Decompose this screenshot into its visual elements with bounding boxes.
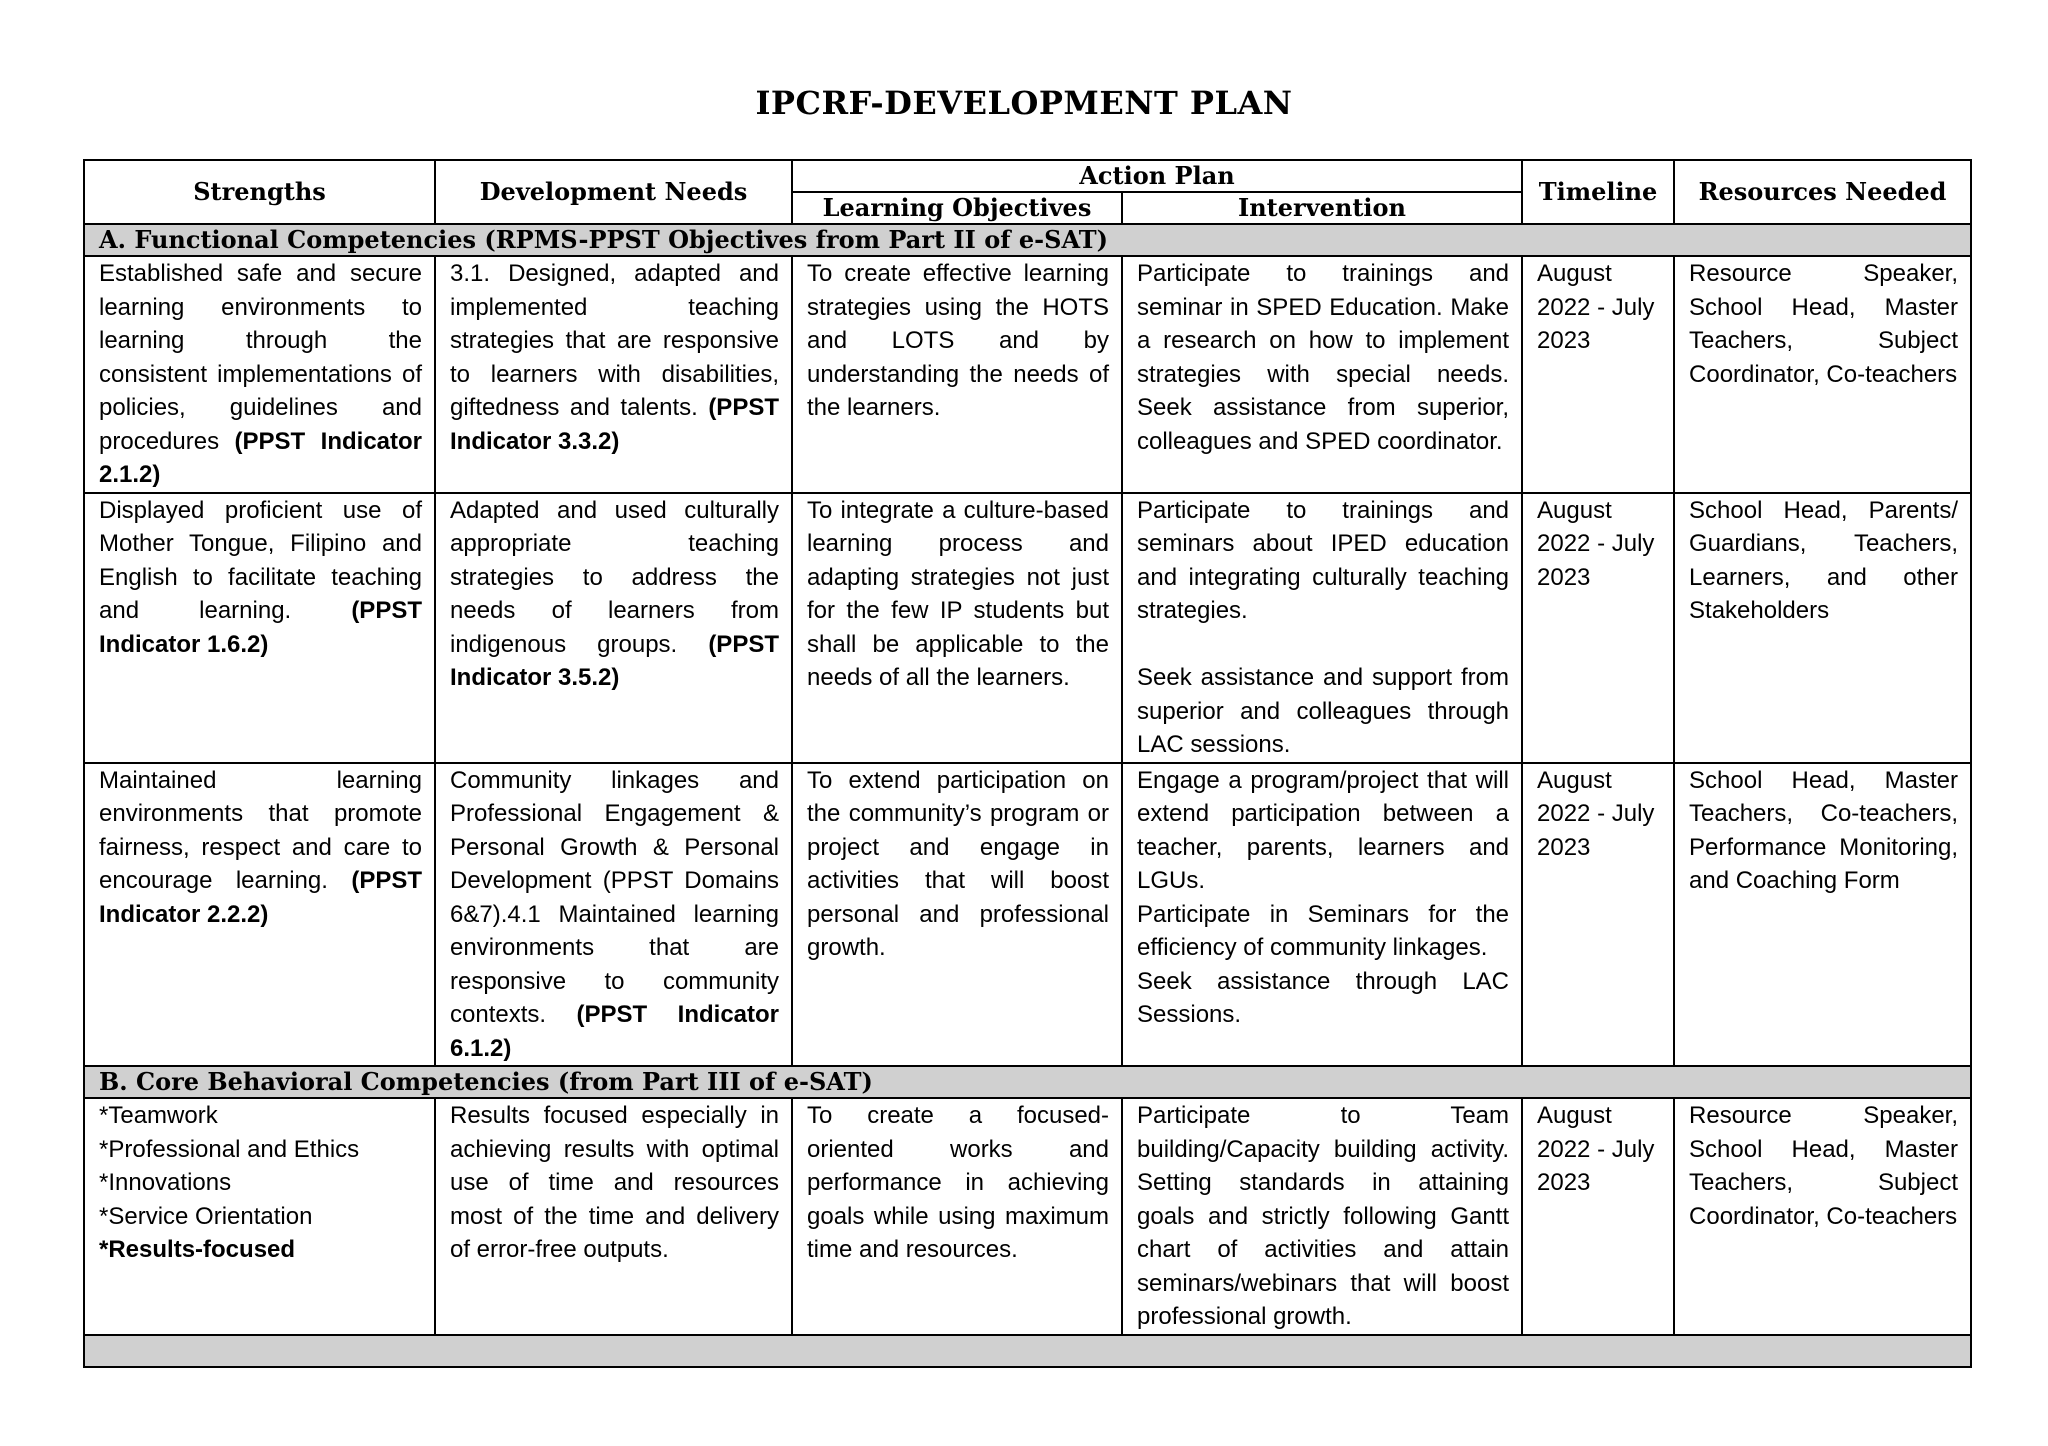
development-need-cell: Results focused especially in achieving results with optimal use of time and resources most of the time and delivery of error-free outputs. (435, 1098, 792, 1335)
strength-indicator: (PPST Indicator 1.6.2) (99, 597, 422, 658)
intervention-cell: Participate to Team building/Capacity building activity. Setting standards in attaining goals and strictly following Gantt chart of activities and attain seminars/webinars that will boost professional growth. (1122, 1098, 1522, 1335)
header-resources-needed: Resources Needed (1674, 160, 1971, 224)
resources-cell: School Head, Master Teachers, Co-teachers, Performance Monitoring, and Coaching Form (1674, 763, 1971, 1067)
strength-list-item-bold: *Results-focused (99, 1236, 296, 1263)
intervention-paragraph: Participate to trainings and seminars about IPED education and integrating culturally teaching strategies. (1137, 496, 1510, 624)
strength-cell (84, 256, 435, 493)
development-need-text: Adapted and used culturally appropriate teaching strategies to address the needs of learners from indigenous groups. (450, 496, 779, 658)
section-b-row (84, 1066, 1971, 1098)
timeline-cell: August 2022 - July 2023 (1522, 763, 1674, 1067)
header-intervention: Intervention (1122, 192, 1522, 224)
intervention-paragraph: Seek assistance through LAC Sessions. (1137, 967, 1510, 1028)
timeline-cell: August 2022 - July 2023 (1522, 493, 1674, 763)
header-timeline: Timeline (1522, 160, 1674, 224)
strength-cell (84, 1098, 435, 1335)
development-need-text: 3.1. Designed, adapted and implemented teaching strategies that are responsive to learners with disabilities, giftedness and talents. (450, 260, 779, 421)
header-development-needs: Development Needs (435, 160, 792, 224)
strength-list-item: *Innovations (99, 1169, 232, 1196)
strength-cell (84, 763, 435, 1067)
section-b-title: B. Core Behavioral Competencies (from Part III of e-SAT) (84, 1066, 1971, 1098)
intervention-paragraph: Engage a program/project that will extend participation between a teacher, parents, learners and LGUs. (1137, 766, 1510, 894)
strength-text: Established safe and secure learning environments to learning through the consistent implementations of policies, guidelines and procedures (99, 260, 422, 455)
development-need-cell (435, 763, 792, 1067)
header-strengths: Strengths (84, 160, 435, 224)
strength-cell (84, 493, 435, 763)
timeline-cell: August 2022 - July 2023 (1522, 256, 1674, 493)
development-need-indicator: (PPST Indicator 6.1.2) (450, 1001, 779, 1062)
strength-text: Maintained learning environments that promote fairness, respect and care to encourage learning. (99, 766, 422, 894)
development-need-cell (435, 256, 792, 493)
development-need-text: Community linkages and Professional Engagement & Personal Growth & Personal Development (PPST Domains 6&7).4.1 Maintained learning environments that are responsive to community contexts. (450, 766, 779, 1028)
document-title: IPCRF-DEVELOPMENT PLAN (755, 84, 1293, 122)
intervention-cell (1122, 493, 1522, 763)
header-learning-objectives: Learning Objectives (792, 192, 1122, 224)
section-a-row (84, 224, 1971, 256)
section-a-title: A. Functional Competencies (RPMS-PPST Objectives from Part II of e-SAT) (84, 224, 1971, 256)
development-need-cell (435, 493, 792, 763)
learning-objective-cell: To create effective learning strategies using the HOTS and LOTS and by understanding the needs of the learners. (792, 256, 1122, 493)
development-need-indicator: (PPST Indicator 3.3.2) (450, 394, 779, 455)
table-row (84, 256, 1971, 493)
strength-text: Displayed proficient use of Mother Tongue, Filipino and English to facilitate teaching and learning. (99, 496, 422, 624)
strength-indicator: (PPST Indicator 2.1.2) (99, 427, 422, 488)
development-plan-table (83, 159, 1972, 1368)
learning-objective-cell: To extend participation on the community’s program or project and engage in activities that will boost personal and professional growth. (792, 763, 1122, 1067)
intervention-paragraph: Participate in Seminars for the efficiency of community linkages. (1137, 900, 1510, 961)
table-row (84, 763, 1971, 1067)
development-need-indicator: (PPST Indicator 3.5.2) (450, 630, 779, 691)
resources-cell: School Head, Parents/ Guardians, Teachers, Learners, and other Stakeholders (1674, 493, 1971, 763)
intervention-cell (1122, 763, 1522, 1067)
learning-objective-cell: To create a focused-oriented works and performance in achieving goals while using maximum time and resources. (792, 1098, 1122, 1335)
resources-cell: Resource Speaker, School Head, Master Teachers, Subject Coordinator, Co-teachers (1674, 1098, 1971, 1335)
timeline-cell: August 2022 - July 2023 (1522, 1098, 1674, 1335)
table-row (84, 493, 1971, 763)
strength-list-item: *Professional and Ethics (99, 1135, 360, 1163)
paragraph-gap (1137, 628, 1509, 662)
strength-list-item: *Service Orientation (99, 1202, 313, 1230)
resources-cell: Resource Speaker, School Head, Master Teachers, Subject Coordinator, Co-teachers (1674, 256, 1971, 493)
table-row (84, 1098, 1971, 1335)
blank-footer-cell (84, 1335, 1971, 1367)
learning-objective-cell: To integrate a culture-based learning process and adapting strategies not just for the few IP students but shall be applicable to the needs of all the learners. (792, 493, 1122, 763)
intervention-paragraph: Seek assistance and support from superior and colleagues through LAC sessions. (1137, 664, 1510, 758)
strength-indicator: (PPST Indicator 2.2.2) (99, 867, 423, 928)
header-action-plan: Action Plan (792, 160, 1522, 192)
strength-list-item: *Teamwork (99, 1102, 218, 1129)
intervention-cell: Participate to trainings and seminar in SPED Education. Make a research on how to implement strategies with special needs. Seek assistance from superior, colleagues and SPED coordinator. (1122, 256, 1522, 493)
blank-footer-row (84, 1335, 1971, 1367)
